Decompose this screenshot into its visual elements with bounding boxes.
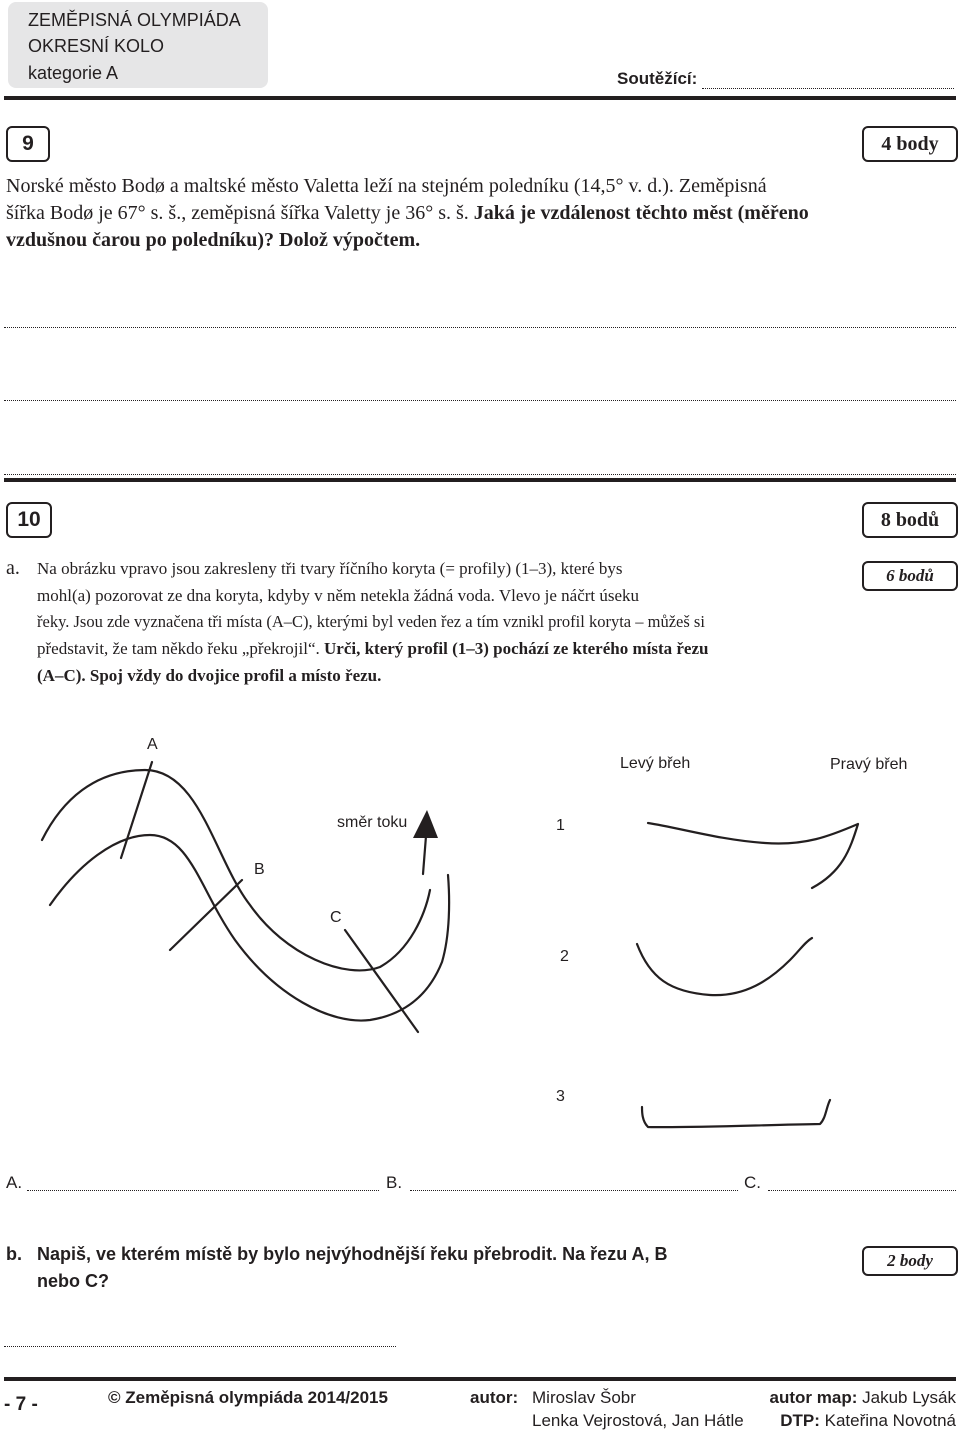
part-a-points: 6 bodů bbox=[862, 561, 958, 591]
profile-label-3: 3 bbox=[556, 1088, 565, 1105]
river-figure bbox=[0, 720, 960, 1160]
question-points: 8 bodů bbox=[862, 502, 958, 538]
answer-line[interactable] bbox=[4, 474, 956, 475]
part-a-letter: a. bbox=[6, 557, 20, 579]
section-label-a: A bbox=[147, 736, 158, 753]
q9-text-line: vzdušnou čarou po poledníku)? Dolož výpočtem. bbox=[6, 229, 421, 251]
profile-label-2: 2 bbox=[560, 948, 569, 965]
flow-arrow-shaft bbox=[423, 836, 426, 874]
dtp-author: DTP: Kateřina Novotná bbox=[780, 1411, 956, 1430]
maps-author: autor map: Jakub Lysák bbox=[769, 1388, 956, 1407]
answer-field-a[interactable] bbox=[27, 1190, 379, 1191]
q9-text-line: šířka Bodø je 67° s. š., zeměpisná šířka Valetty je 36° s. š. Jaká je vzdálenost těchto měst (měřeno bbox=[6, 202, 809, 224]
q9-text-line: Norské město Bodø a maltské město Valetta leží na stejném poledníku (14,5° v. d.). Zeměpisná bbox=[6, 175, 767, 197]
olympiad-title: ZEMĚPISNÁ OLYMPIÁDA bbox=[28, 10, 241, 30]
answer-label-b: B. bbox=[386, 1173, 403, 1192]
page-number: - 7 - bbox=[4, 1394, 38, 1415]
question-points: 4 body bbox=[862, 126, 958, 162]
answer-field-b[interactable] bbox=[410, 1190, 738, 1191]
answer-line[interactable] bbox=[4, 327, 956, 328]
flow-direction-label: směr toku bbox=[337, 814, 408, 831]
right-bank-label: Pravý břeh bbox=[830, 756, 908, 773]
author-name: Miroslav Šobr bbox=[532, 1388, 636, 1407]
answer-line[interactable] bbox=[4, 400, 956, 401]
answer-line[interactable] bbox=[4, 1346, 396, 1347]
flow-arrow-head bbox=[413, 810, 438, 838]
part-b-text-line: Napiš, ve kterém místě by bylo nejvýhodnější řeku přebrodit. Na řezu A, B bbox=[37, 1244, 668, 1264]
category-label: kategorie A bbox=[28, 63, 119, 83]
profile-3 bbox=[642, 1100, 830, 1127]
profile-2 bbox=[637, 938, 812, 995]
part-b-points: 2 body bbox=[862, 1246, 958, 1276]
part-a-text-line: Na obrázku vpravo jsou zakresleny tři tvary říčního koryta (= profily) (1–3), které bys bbox=[37, 559, 623, 578]
author-name: Lenka Vejrostová, Jan Hátle bbox=[532, 1411, 744, 1430]
footer-separator bbox=[4, 1377, 956, 1381]
contestant-label: Soutěžící: bbox=[617, 69, 698, 88]
part-a-text-line: řeky. Jsou zde vyznačena tři místa (A–C), kterými byl veden řez a tím vznikl profil koryta – můžeš si bbox=[37, 612, 705, 631]
profile-1 bbox=[648, 823, 858, 888]
answer-label-c: C. bbox=[744, 1173, 761, 1192]
part-a-text-line: (A–C). Spoj vždy do dvojice profil a místo řezu. bbox=[37, 666, 382, 685]
question-separator bbox=[4, 478, 956, 482]
section-label-b: B bbox=[254, 861, 265, 878]
left-bank-label: Levý břeh bbox=[620, 755, 691, 772]
answer-field-c[interactable] bbox=[768, 1190, 956, 1191]
question-number: 9 bbox=[6, 126, 50, 162]
answer-label-a: A. bbox=[6, 1173, 23, 1192]
section-label-c: C bbox=[330, 909, 342, 926]
part-a-text-line: představit, že tam někdo řeku „překrojil“. Urči, který profil (1–3) pochází ze kterého místa řezu bbox=[37, 639, 709, 658]
copyright: © Zeměpisná olympiáda 2014/2015 bbox=[108, 1388, 388, 1407]
part-a-text-line: mohl(a) pozorovat ze dna koryta, kdyby v něm netekla žádná voda. Vlevo je náčrt úseku bbox=[37, 586, 640, 605]
question-number: 10 bbox=[6, 502, 52, 538]
question-separator bbox=[4, 96, 956, 100]
part-b-letter: b. bbox=[6, 1244, 22, 1264]
profile-label-1: 1 bbox=[556, 817, 565, 834]
part-b-text-line: nebo C? bbox=[37, 1271, 109, 1291]
cross-section-a bbox=[121, 762, 152, 858]
contestant-field[interactable] bbox=[702, 88, 954, 89]
author-label: autor: bbox=[470, 1388, 519, 1407]
round-title: OKRESNÍ KOLO bbox=[28, 36, 165, 56]
